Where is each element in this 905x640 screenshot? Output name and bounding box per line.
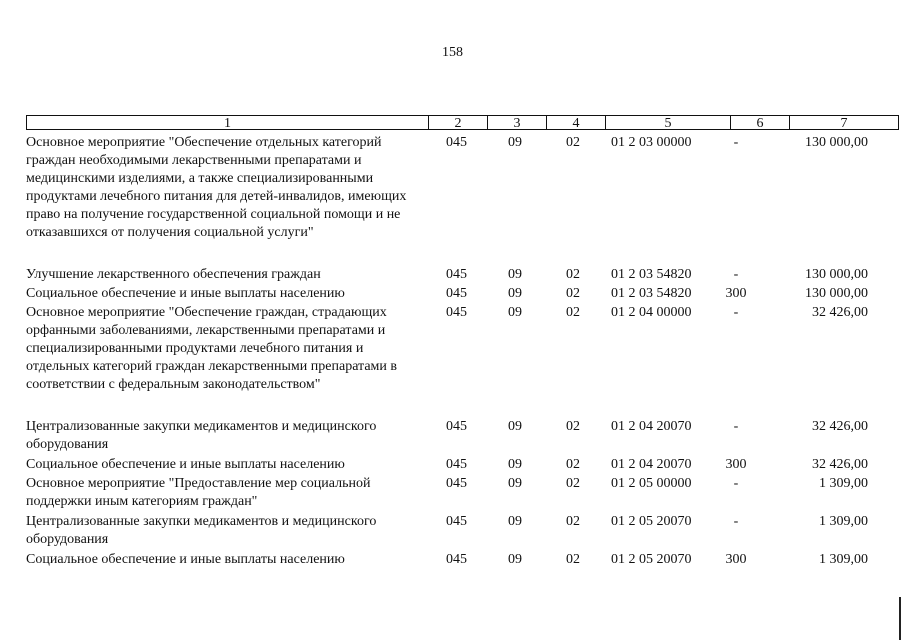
header-col-6: 6 (730, 115, 790, 130)
scan-edge-mark (899, 597, 901, 640)
cell-target-article: 01 2 03 54820 (611, 286, 692, 301)
cell-amount: 32 426,00 (812, 305, 868, 320)
cell-target-article: 01 2 04 00000 (611, 305, 692, 320)
row-name: Социальное обеспечение и иные выплаты населению (26, 286, 345, 301)
cell-subsection: 02 (566, 267, 580, 282)
row-name: Централизованные закупки медикаментов и медицинского оборудования (26, 419, 377, 452)
cell-ministry-code: 045 (446, 286, 467, 301)
cell-target-article: 01 2 05 20070 (611, 514, 692, 529)
cell-amount: 1 309,00 (819, 514, 868, 529)
cell-section: 09 (508, 305, 522, 320)
header-col-1: 1 (26, 115, 429, 130)
cell-subsection: 02 (566, 286, 580, 301)
cell-expense-type: 300 (725, 286, 747, 301)
cell-amount: 32 426,00 (812, 457, 868, 472)
header-col-3: 3 (487, 115, 547, 130)
row-name: Социальное обеспечение и иные выплаты населению (26, 552, 345, 567)
cell-subsection: 02 (566, 552, 580, 567)
cell-ministry-code: 045 (446, 514, 467, 529)
cell-expense-type: - (733, 514, 739, 529)
header-col-7: 7 (789, 115, 899, 130)
cell-target-article: 01 2 05 00000 (611, 476, 692, 491)
cell-ministry-code: 045 (446, 476, 467, 491)
cell-section: 09 (508, 552, 522, 567)
cell-amount: 1 309,00 (819, 476, 868, 491)
cell-target-article: 01 2 04 20070 (611, 457, 692, 472)
cell-section: 09 (508, 457, 522, 472)
cell-amount: 130 000,00 (805, 267, 868, 282)
cell-ministry-code: 045 (446, 305, 467, 320)
cell-subsection: 02 (566, 457, 580, 472)
header-col-4: 4 (546, 115, 606, 130)
cell-expense-type: - (733, 305, 739, 320)
row-name: Централизованные закупки медикаментов и медицинского оборудования (26, 514, 377, 547)
cell-target-article: 01 2 05 20070 (611, 552, 692, 567)
row-name: Основное мероприятие "Предоставление мер социальной поддержки иным категориям граждан" (26, 476, 371, 509)
cell-section: 09 (508, 476, 522, 491)
cell-ministry-code: 045 (446, 552, 467, 567)
cell-ministry-code: 045 (446, 457, 467, 472)
cell-expense-type: 300 (725, 457, 747, 472)
cell-amount: 32 426,00 (812, 419, 868, 434)
header-col-2: 2 (428, 115, 488, 130)
cell-expense-type: - (733, 476, 739, 491)
row-name: Улучшение лекарственного обеспечения граждан (26, 267, 321, 282)
cell-section: 09 (508, 267, 522, 282)
cell-subsection: 02 (566, 135, 580, 150)
row-name: Основное мероприятие "Обеспечение граждан, страдающих орфанными заболеваниями, лекарственными препаратами и специализированными продуктами лечебного питания и отдельных категорий граждан лекарственными препаратами в соответствии с федеральным законодательством" (26, 305, 398, 392)
cell-amount: 130 000,00 (805, 286, 868, 301)
cell-expense-type: - (733, 419, 739, 434)
cell-section: 09 (508, 419, 522, 434)
cell-section: 09 (508, 286, 522, 301)
cell-expense-type: - (733, 267, 739, 282)
cell-target-article: 01 2 03 54820 (611, 267, 692, 282)
page-number: 158 (442, 45, 463, 60)
cell-subsection: 02 (566, 419, 580, 434)
cell-ministry-code: 045 (446, 267, 467, 282)
cell-section: 09 (508, 135, 522, 150)
cell-section: 09 (508, 514, 522, 529)
cell-expense-type: 300 (725, 552, 747, 567)
cell-subsection: 02 (566, 305, 580, 320)
row-name: Социальное обеспечение и иные выплаты населению (26, 457, 345, 472)
row-name: Основное мероприятие "Обеспечение отдельных категорий граждан необходимыми лекарственными препаратами и медицинскими изделиями, а также специализированными продуктами лечебного питания для детей-инвалидов, имеющих право на получение государственной социальной помощи и не отказавшихся от получения социальной услуги" (26, 135, 407, 240)
cell-ministry-code: 045 (446, 135, 467, 150)
cell-ministry-code: 045 (446, 419, 467, 434)
cell-amount: 130 000,00 (805, 135, 868, 150)
cell-expense-type: - (733, 135, 739, 150)
cell-target-article: 01 2 04 20070 (611, 419, 692, 434)
cell-subsection: 02 (566, 514, 580, 529)
cell-target-article: 01 2 03 00000 (611, 135, 692, 150)
header-col-5: 5 (605, 115, 731, 130)
cell-amount: 1 309,00 (819, 552, 868, 567)
cell-subsection: 02 (566, 476, 580, 491)
